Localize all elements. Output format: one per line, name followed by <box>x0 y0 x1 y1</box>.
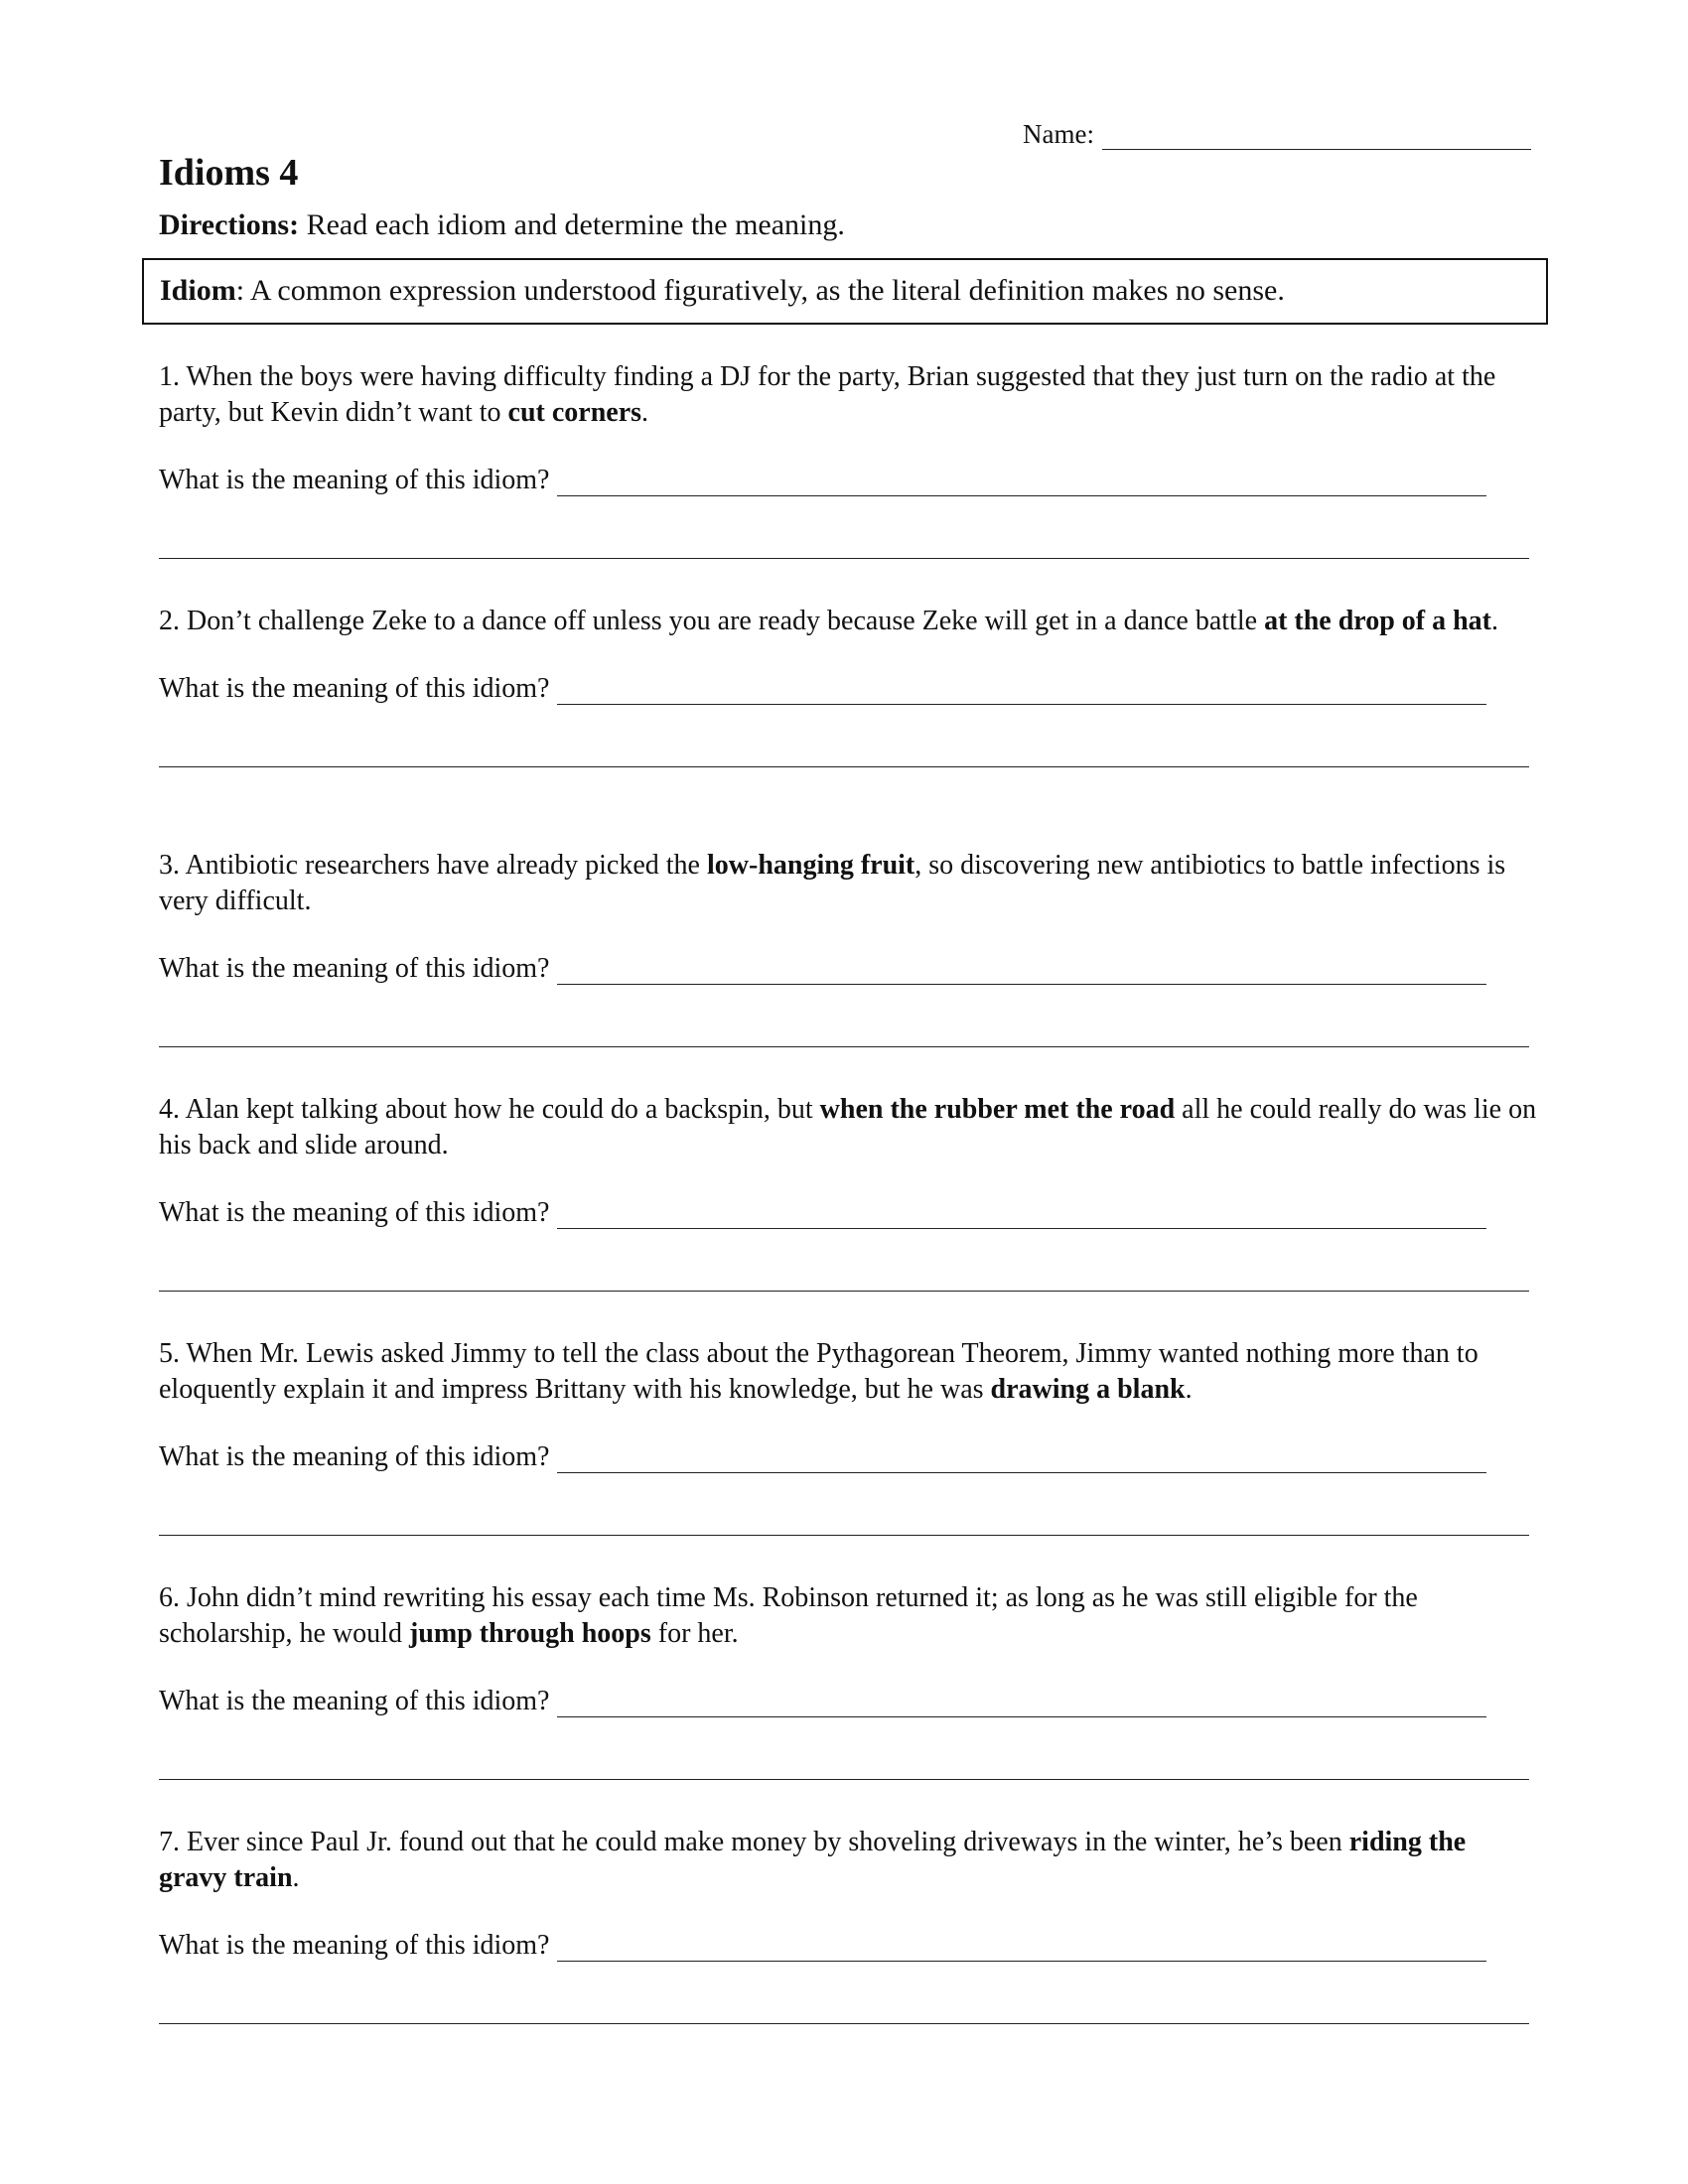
question-text: 5. When Mr. Lewis asked Jimmy to tell the class about the Pythagorean Theorem, Jimmy wanted nothing more than to eloquently explain it and impress Brittany with his knowledge, but he was drawing a blank. <box>159 1338 1478 1405</box>
prompt-label: What is the meaning of this idiom? <box>159 465 550 495</box>
prompt-label: What is the meaning of this idiom? <box>159 1686 550 1716</box>
question-3 <box>159 848 1539 1047</box>
answer-prompt <box>159 1441 1539 1473</box>
idiom-phrase: riding the gravy train <box>159 1827 1467 1893</box>
answer-prompt <box>159 1930 1539 1962</box>
answer-line-extra[interactable] <box>159 558 1529 559</box>
question-6 <box>159 1580 1539 1780</box>
prompt-label: What is the meaning of this idiom? <box>159 1197 550 1228</box>
answer-prompt <box>159 1197 1539 1229</box>
idiom-phrase: low-hanging fruit <box>707 850 915 881</box>
worksheet-title: Idioms 4 <box>159 152 299 194</box>
directions-text: Read each idiom and determine the meaning. <box>299 208 845 241</box>
idiom-phrase: at the drop of a hat <box>1264 606 1491 636</box>
answer-line-extra[interactable] <box>159 766 1529 767</box>
answer-line-extra[interactable] <box>159 1291 1529 1292</box>
answer-line[interactable] <box>557 958 1486 985</box>
name-label: Name: <box>1023 119 1094 149</box>
answer-line-extra[interactable] <box>159 1779 1529 1780</box>
idiom-phrase: jump through hoops <box>408 1618 651 1649</box>
name-field <box>1023 119 1531 150</box>
answer-line[interactable] <box>557 1691 1486 1717</box>
idiom-definition-box <box>142 258 1548 325</box>
definition-text: : A common expression understood figuratively, as the literal definition makes no sense. <box>235 274 1285 307</box>
answer-prompt <box>159 465 1539 496</box>
prompt-label: What is the meaning of this idiom? <box>159 953 550 984</box>
answer-prompt <box>159 1686 1539 1717</box>
answer-line-extra[interactable] <box>159 1535 1529 1536</box>
question-2 <box>159 604 1539 767</box>
prompt-label: What is the meaning of this idiom? <box>159 1441 550 1472</box>
answer-prompt <box>159 953 1539 985</box>
answer-line[interactable] <box>557 1935 1486 1962</box>
prompt-label: What is the meaning of this idiom? <box>159 1930 550 1961</box>
idiom-phrase: when the rubber met the road <box>819 1094 1176 1125</box>
answer-line[interactable] <box>557 678 1486 705</box>
answer-line[interactable] <box>557 470 1486 496</box>
question-text: 6. John didn’t mind rewriting his essay each time Ms. Robinson returned it; as long as he was still eligible for the scholarship, he would jump through hoops for her. <box>159 1582 1418 1649</box>
question-text: 1. When the boys were having difficulty finding a DJ for the party, Brian suggested that they just turn on the radio at the party, but Kevin didn’t want to cut corners. <box>159 361 1496 428</box>
question-text: 4. Alan kept talking about how he could do a backspin, but when the rubber met the road all he could really do was lie on his back and slide around. <box>159 1094 1537 1160</box>
idiom-phrase: drawing a blank <box>990 1374 1186 1405</box>
question-1 <box>159 359 1539 559</box>
question-text: 7. Ever since Paul Jr. found out that he could make money by shoveling driveways in the winter, he’s been riding the gravy train. <box>159 1827 1467 1893</box>
idiom-phrase: cut corners <box>507 397 642 428</box>
answer-line[interactable] <box>557 1202 1486 1229</box>
name-blank-line[interactable] <box>1102 125 1531 150</box>
prompt-label: What is the meaning of this idiom? <box>159 673 550 704</box>
definition-term: Idiom <box>160 274 236 307</box>
question-5 <box>159 1336 1539 1536</box>
question-text: 2. Don’t challenge Zeke to a dance off unless you are ready because Zeke will get in a dance battle at the drop of a hat. <box>159 606 1498 636</box>
answer-line[interactable] <box>557 1446 1486 1473</box>
question-7 <box>159 1825 1539 2024</box>
directions <box>159 208 845 242</box>
question-4 <box>159 1092 1539 1292</box>
answer-line-extra[interactable] <box>159 2023 1529 2024</box>
directions-label: Directions: <box>159 208 300 241</box>
question-text: 3. Antibiotic researchers have already picked the low-hanging fruit, so discovering new antibiotics to battle infections is very difficult. <box>159 850 1506 916</box>
answer-line-extra[interactable] <box>159 1046 1529 1047</box>
answer-prompt <box>159 673 1539 705</box>
